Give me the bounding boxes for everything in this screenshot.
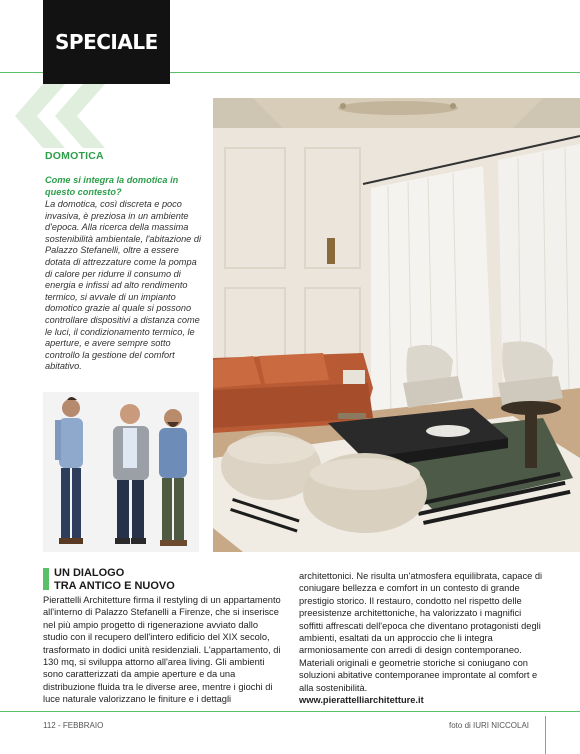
article-column-left: Pierattelli Architetture firma il restyling di un appartamento all'interno di Palazzo Stefanelli a Firenze, che si inserisce nel più ampio progetto di rigenerazione avviato dallo studio con il recupero dell'intero edificio del XIX secolo, trasformato in dodici unità residenziali. L'appartamento, di 130 mq, si sviluppa attorno all'area living. Gli ambienti sono caratterizzati da ampie aperture e da una distribuzione fluida tra le diverse aree, mentre i giochi di luce naturale valorizzano le finiture e i dettagli	[43, 595, 281, 705]
article-column-right	[299, 570, 544, 706]
photo-credit: foto di IURI NICCOLAI	[449, 721, 530, 730]
architects-photo	[43, 392, 199, 552]
page-folio: 112 - FEBBRAIO	[43, 721, 104, 730]
section-title: SPECIALE	[55, 30, 158, 54]
sidebar-question: Come si integra la domotica in questo contesto?	[45, 175, 179, 197]
footer-rule	[0, 711, 580, 712]
article-headline	[54, 567, 254, 592]
sidebar-kicker: DOMOTICA	[45, 150, 104, 162]
quote-mark-icon	[13, 80, 123, 152]
article-column-right-text: architettonici. Ne risulta un'atmosfera equilibrata, capace di coniugare bellezza e comfort in un contesto di grande prestigio storico. Il restauro, condotto nel rispetto delle preesistenze architettoniche, ha valorizzato i magnifici soffitti affrescati dell'epoca che diventano protagonisti degli ambienti, esaltati da un approccio che li integra armoniosamente con arredi di design contemporaneo. Materiali originali e geometrie storiche si coniugano con soluzioni abitative contemporanee improntate al comfort e alla sostenibilità.	[299, 571, 543, 693]
headline-line-1: UN DIALOGO	[54, 567, 125, 579]
sidebar-answer: La domotica, così discreta e poco invasiva, è preziosa in un ambiente d'epoca. Alla ricerca della massima sostenibilità ambientale, l'abitazione di Palazzo Stefanelli, oltre a essere dotata di attrezzature come la pompa di calore per ridurre il consumo di energia e infissi ad alto rendimento termico, si avvale di un impianto domotico grazie al quale si possono controllare dispositivi a distanza come le luci, il condizionamento termico, le aperture, e avere sempre sotto controllo la gestione del comfort abitativo.	[45, 199, 201, 372]
headline-line-2: TRA ANTICO E NUOVO	[54, 579, 175, 592]
section-tab	[43, 0, 170, 84]
living-room-photo	[213, 98, 580, 552]
crop-mark	[545, 716, 546, 754]
headline-accent-bar	[43, 568, 49, 590]
website-link[interactable]: www.pierattelliarchitetture.it	[299, 695, 424, 706]
